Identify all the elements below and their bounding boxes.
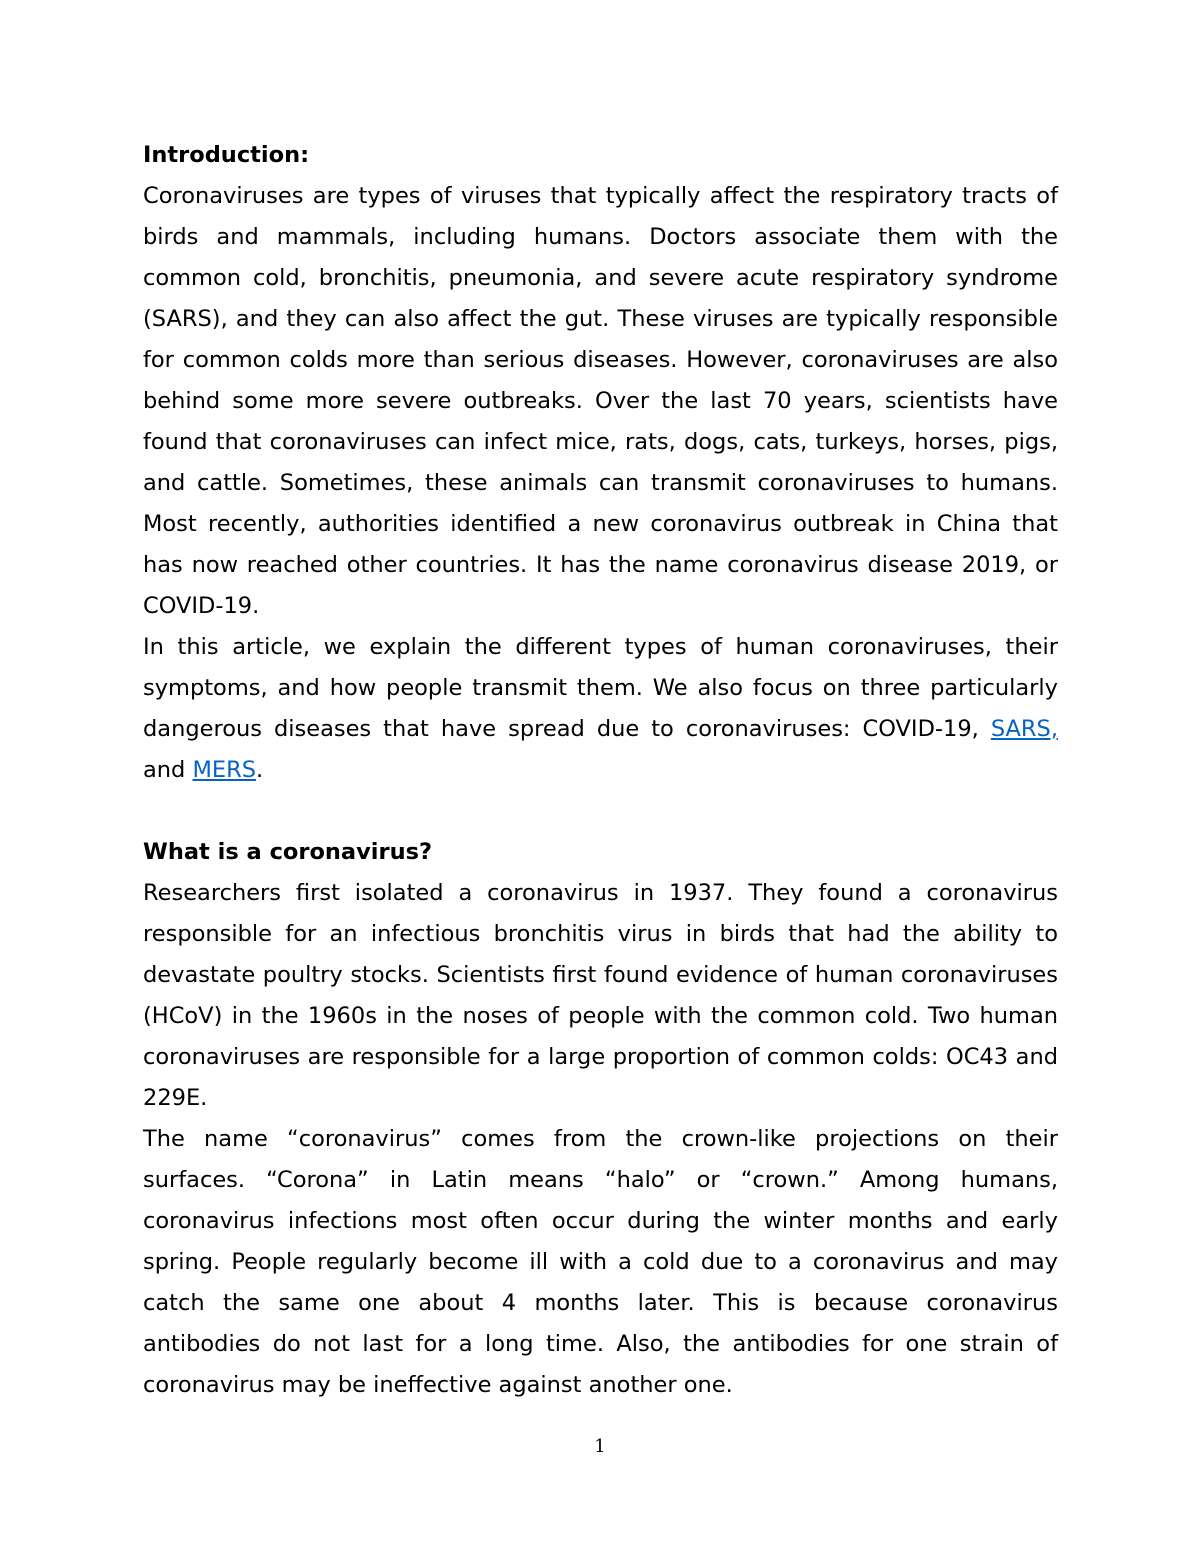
introduction-paragraph-2-period: .: [256, 757, 264, 783]
introduction-paragraph-2-text: In this article, we explain the different types of human coronaviruses, their symptoms, and how people transmit them. We also focus on three particularly dangerous diseases that have spread due to coronaviruses: COVID-19,: [143, 634, 1058, 742]
introduction-paragraph-2-and: and: [143, 757, 193, 783]
what-is-coronavirus-paragraph-2: The name “coronavirus” comes from the crown-like projections on their surfaces. “Corona” in Latin means “halo” or “crown.” Among humans, coronavirus infections most often occur during the winter months and early spring. People regularly become ill with a cold due to a coronavirus and may catch the same one about 4 months later. This is because coronavirus antibodies do not last for a long time. Also, the antibodies for one strain of coronavirus may be ineffective against another one.: [143, 1126, 1058, 1398]
what-is-coronavirus-paragraph-1: Researchers first isolated a coronavirus in 1937. They found a coronavirus responsible for an infectious bronchitis virus in birds that had the ability to devastate poultry stocks. Scientists first found evidence of human coronaviruses (HCoV) in the 1960s in the noses of people with the common cold. Two human coronaviruses are responsible for a large proportion of common colds: OC43 and 229E.: [143, 880, 1058, 1111]
introduction-paragraph-1: Coronaviruses are types of viruses that typically affect the respiratory tracts of birds and mammals, including humans. Doctors associate them with the common cold, bronchitis, pneumonia, and severe acute respiratory syndrome (SARS), and they can also affect the gut. These viruses are typically responsible for common colds more than serious diseases. However, coronaviruses are also behind some more severe outbreaks. Over the last 70 years, scientists have found that coronaviruses can infect mice, rats, dogs, cats, turkeys, horses, pigs, and cattle. Sometimes, these animals can transmit coronaviruses to humans. Most recently, authorities identified a new coronavirus outbreak in China that has now reached other countries. It has the name coronavirus disease 2019, or COVID-19.: [143, 183, 1058, 619]
blank-line: [143, 791, 1058, 832]
introduction-heading: Introduction:: [143, 142, 310, 168]
page-number: 1: [594, 1436, 606, 1457]
document-body: [143, 135, 1058, 1406]
sars-link[interactable]: SARS,: [990, 716, 1058, 742]
what-is-coronavirus-heading: What is a coronavirus?: [143, 839, 433, 865]
introduction-paragraph-2: [143, 627, 1058, 791]
mers-link[interactable]: MERS: [192, 757, 257, 783]
